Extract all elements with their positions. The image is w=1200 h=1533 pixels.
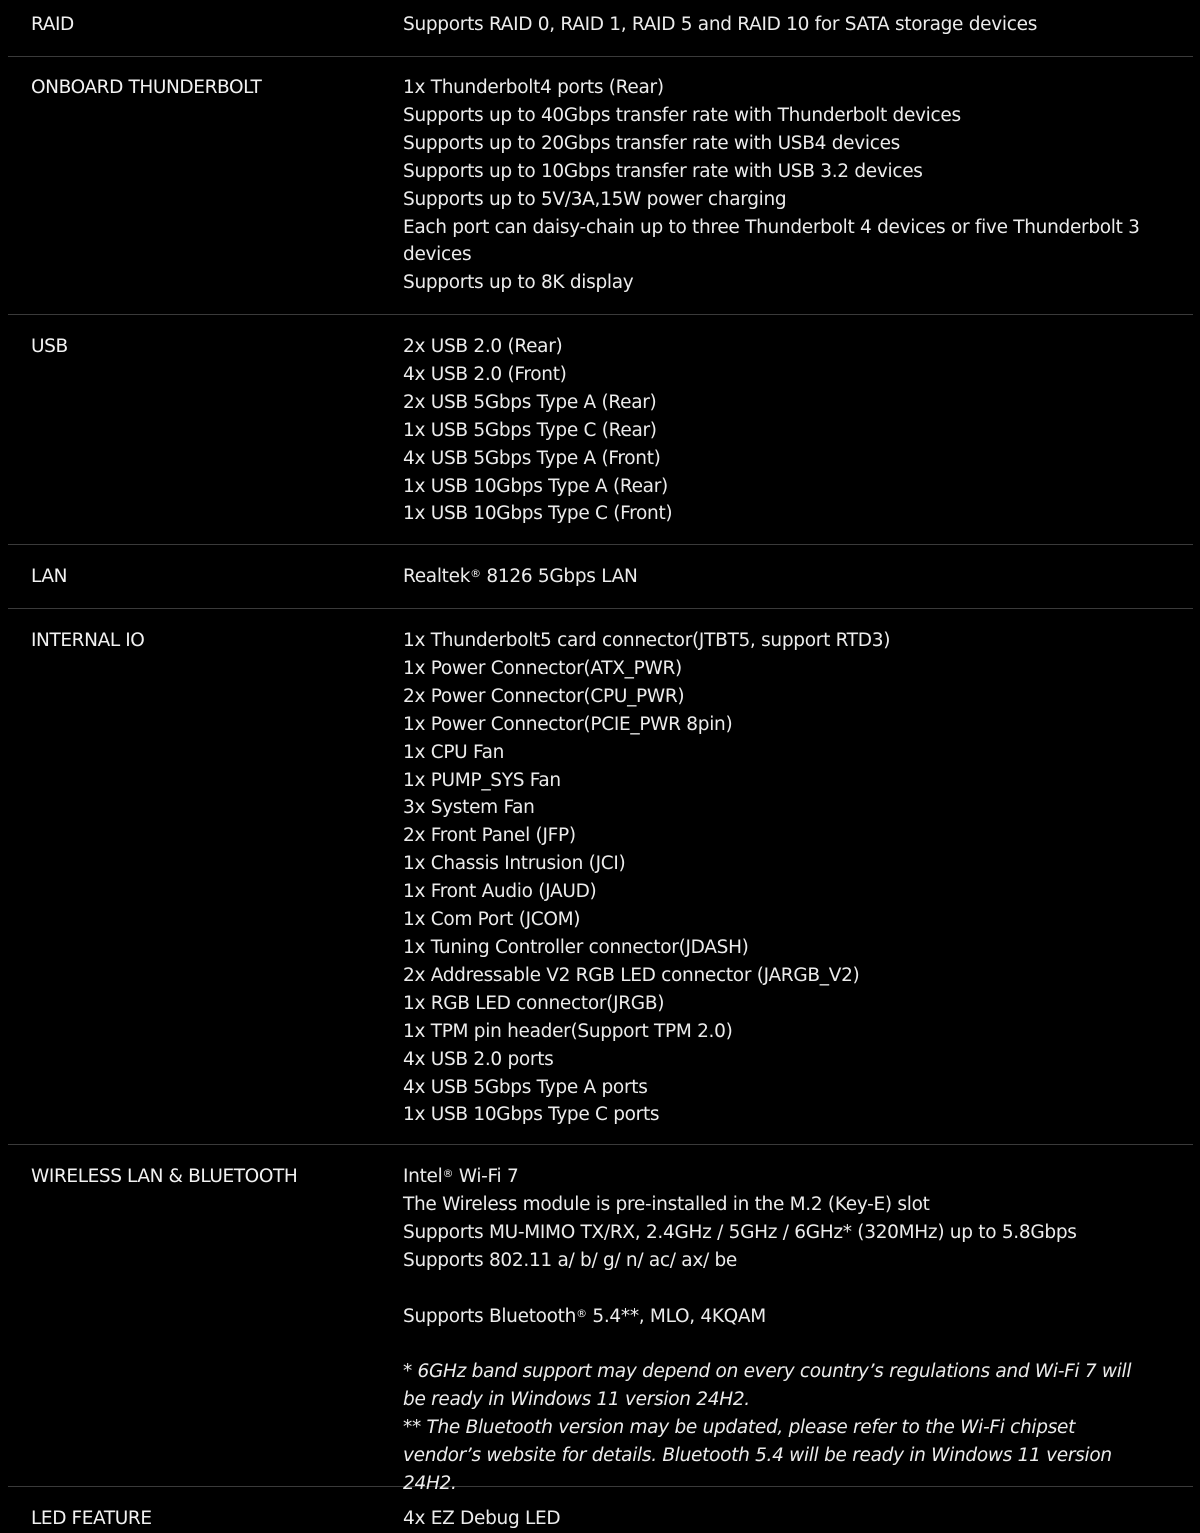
- spec-value-line: [403, 563, 1153, 591]
- spec-value-line: 2x USB 2.0 (Rear): [403, 336, 563, 357]
- spec-value-line: 1x USB 5Gbps Type C (Rear): [403, 419, 657, 441]
- spec-label: LAN: [31, 566, 68, 587]
- spec-value-line: 1x Thunderbolt4 ports (Rear): [403, 77, 664, 98]
- registered-mark: ®: [470, 567, 481, 580]
- spec-value-line: 4x USB 5Gbps Type A ports: [403, 1076, 648, 1098]
- footnote-bluetooth: ** The Bluetooth version may be updated, please refer to the Wi-Fi chipset vendor’s website for details. Bluetooth 5.4 will be ready in Windows 11 version 24H2.: [403, 1417, 1112, 1494]
- spec-value-line: Supports 802.11 a/ b/ g/ n/ ac/ ax/ be: [403, 1249, 738, 1271]
- footnote-6ghz: * 6GHz band support may depend on every country’s regulations and Wi-Fi 7 will be ready in Windows 11 version 24H2.: [403, 1361, 1132, 1411]
- spec-row-usb: [8, 315, 1193, 545]
- spec-value-line: Supports up to 8K display: [403, 272, 634, 294]
- spec-label: LED FEATURE: [31, 1508, 152, 1529]
- specifications-table: [8, 0, 1193, 1532]
- spec-values: [403, 563, 1193, 608]
- bluetooth-prefix: Supports Bluetooth: [403, 1305, 577, 1327]
- spec-row-led-feature: [8, 1487, 1193, 1532]
- spec-value-line: Supports RAID 0, RAID 1, RAID 5 and RAID 10 for SATA storage devices: [403, 14, 1038, 35]
- spec-row-lan: [8, 545, 1193, 609]
- spec-values: [403, 627, 1193, 1144]
- spec-value-line: 1x USB 10Gbps Type C (Front): [403, 503, 673, 525]
- spec-value-line: 2x USB 5Gbps Type A (Rear): [403, 391, 657, 413]
- spec-value-line: 4x USB 5Gbps Type A (Front): [403, 447, 661, 469]
- spec-values: [403, 1163, 1193, 1494]
- spec-values: [403, 74, 1193, 314]
- spec-value-line: 1x Tuning Controller connector(JDASH): [403, 936, 749, 958]
- spec-value-line: 4x USB 2.0 ports: [403, 1048, 554, 1070]
- spec-value-line: Supports up to 10Gbps transfer rate with USB 3.2 devices: [403, 160, 923, 182]
- spec-row-onboard-thunderbolt: [8, 57, 1193, 315]
- spec-value-line: 1x Thunderbolt5 card connector(JTBT5, support RTD3): [403, 630, 891, 651]
- spec-value-line: 1x RGB LED connector(JRGB): [403, 992, 665, 1014]
- spec-value-line: Each port can daisy-chain up to three Thunderbolt 4 devices or five Thunderbolt 3 devices: [403, 216, 1140, 266]
- wifi-model: Wi-Fi 7: [453, 1166, 519, 1187]
- spec-label: RAID: [31, 14, 74, 35]
- spec-label: WIRELESS LAN & BLUETOOTH: [31, 1166, 298, 1187]
- bluetooth-version: 5.4**, MLO, 4KQAM: [586, 1305, 766, 1327]
- spec-label: USB: [31, 336, 68, 357]
- spec-values: [403, 333, 1193, 544]
- spec-value-line: 1x Chassis Intrusion (JCI): [403, 853, 626, 875]
- spec-row-internal-io: [8, 609, 1193, 1145]
- spacer: [403, 1330, 1153, 1358]
- spec-value-line: Supports up to 40Gbps transfer rate with Thunderbolt devices: [403, 104, 961, 126]
- spec-value-line: Supports up to 20Gbps transfer rate with USB4 devices: [403, 132, 900, 154]
- spec-value-line: 1x TPM pin header(Support TPM 2.0): [403, 1020, 733, 1042]
- spec-row-raid: [8, 0, 1193, 57]
- spec-value-line: [403, 1163, 1153, 1191]
- spec-value-line: Supports MU-MIMO TX/RX, 2.4GHz / 5GHz / 6GHz* (320MHz) up to 5.8Gbps: [403, 1221, 1077, 1243]
- spec-values: [403, 11, 1193, 56]
- spec-value-line: 2x Addressable V2 RGB LED connector (JARGB_V2): [403, 964, 860, 986]
- spec-value-line: 1x USB 10Gbps Type C ports: [403, 1104, 660, 1126]
- spec-value-line: 4x USB 2.0 (Front): [403, 363, 567, 385]
- registered-mark: ®: [576, 1306, 587, 1320]
- lan-model: 8126 5Gbps LAN: [480, 566, 638, 587]
- spec-value-line: 3x System Fan: [403, 797, 535, 819]
- spec-label: INTERNAL IO: [31, 630, 145, 651]
- spec-value-line: 2x Power Connector(CPU_PWR): [403, 685, 685, 707]
- registered-mark: ®: [442, 1167, 454, 1180]
- spec-value-line: 1x USB 10Gbps Type A (Rear): [403, 475, 668, 497]
- spec-value-line: 1x Com Port (JCOM): [403, 909, 581, 931]
- spec-value-line: 1x CPU Fan: [403, 741, 505, 763]
- lan-brand: Realtek: [403, 566, 471, 587]
- spec-value-line: Supports up to 5V/3A,15W power charging: [403, 188, 787, 210]
- spec-value-line: The Wireless module is pre-installed in the M.2 (Key-E) slot: [403, 1193, 930, 1215]
- spec-value-line: 1x Power Connector(PCIE_PWR 8pin): [403, 713, 733, 735]
- spec-value-line: 2x Front Panel (JFP): [403, 825, 576, 847]
- spec-value-line: 1x Front Audio (JAUD): [403, 881, 597, 903]
- spec-value-line: 1x PUMP_SYS Fan: [403, 769, 561, 791]
- spec-row-wireless-bluetooth: [8, 1145, 1193, 1494]
- spacer: [403, 1275, 1153, 1303]
- spec-values: [403, 1505, 1193, 1532]
- spec-value-line: [403, 1303, 1153, 1331]
- spec-label: ONBOARD THUNDERBOLT: [31, 77, 262, 98]
- wifi-brand: Intel: [403, 1166, 443, 1187]
- spec-value-line: 4x EZ Debug LED: [403, 1508, 561, 1529]
- spec-value-line: 1x Power Connector(ATX_PWR): [403, 657, 682, 679]
